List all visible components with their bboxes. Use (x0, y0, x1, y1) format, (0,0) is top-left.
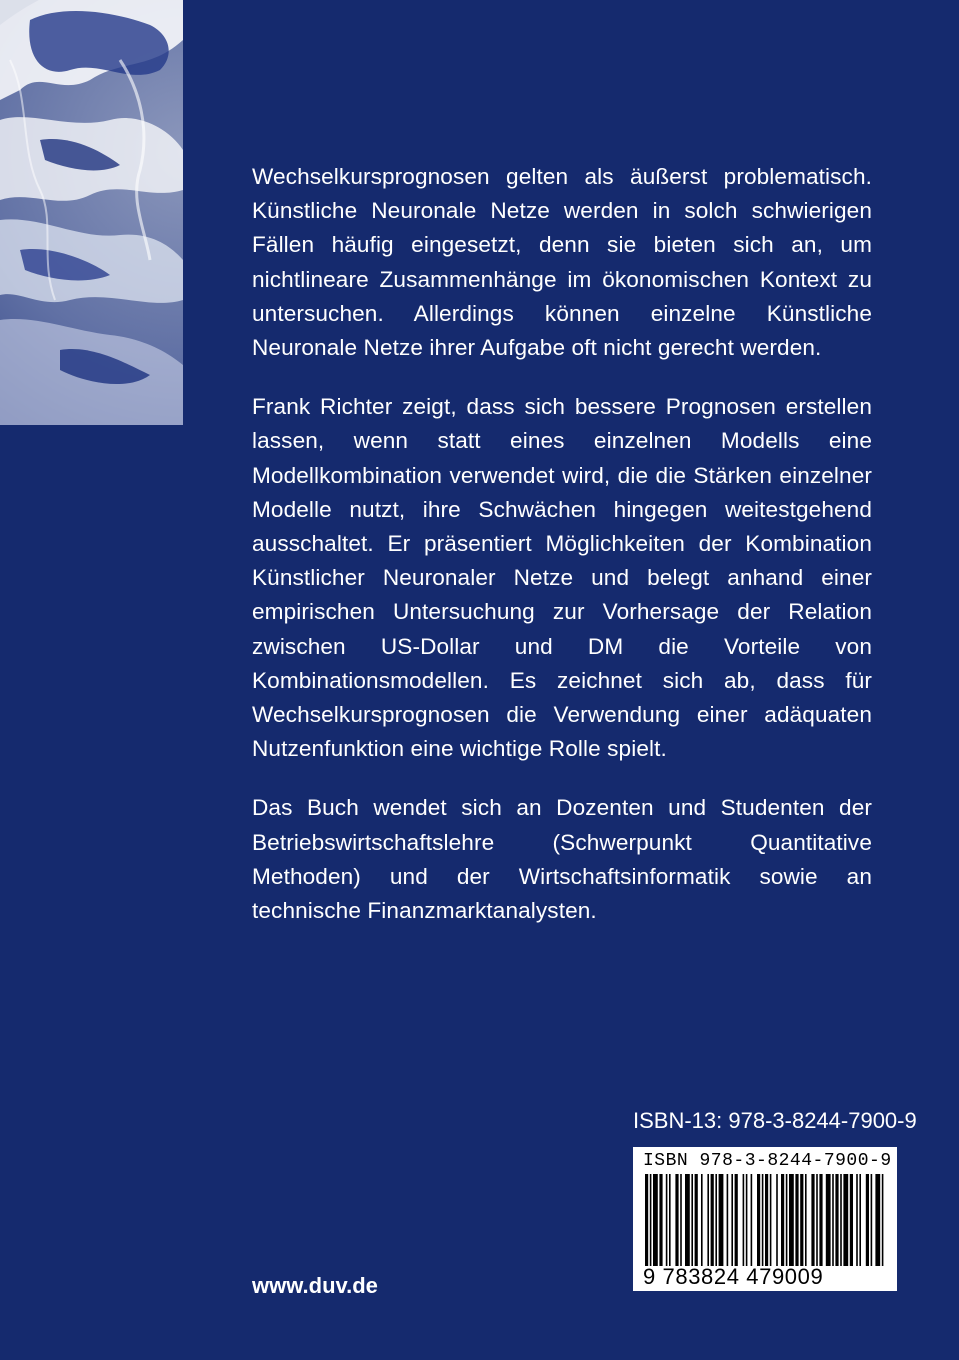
barcode (633, 1147, 897, 1291)
description-paragraph-2: Frank Richter zeigt, dass sich bessere Prognosen erstellen lassen, wenn statt eines einzelnen Modells eine Modellkombination verwendet wird, die die Stärken einzelner Modelle nutzt, ihre Schwächen hingegen weitestgehend ausschaltet. Er präsentiert Möglichkeiten der Kombination Künstlicher Neuronaler Netze und belegt anhand einer empirischen Untersuchung zur Vorhersage der Relation zwischen US-Dollar und DM die Vorteile von Kombinationsmodellen. Es zeichnet sich ab, dass für Wechselkursprognosen die Verwendung einer adäquaten Nutzenfunktion eine wichtige Rolle spielt. (252, 394, 872, 762)
barcode-ean-text: 9 783824 479009 (643, 1264, 824, 1289)
description-paragraph-3: Das Buch wendet sich an Dozenten und Studenten der Betriebswirtschaftslehre (Schwerpunkt Quantitative Methoden) und der Wirtschaftsinformatik sowie an technische Finanzmarktanalysten. (252, 795, 872, 924)
barcode-bars-icon (645, 1174, 885, 1266)
description-text (252, 160, 872, 953)
globe-map-image (0, 0, 183, 425)
description-paragraph-1: Wechselkursprognosen gelten als äußerst problematisch. Künstliche Neuronale Netze werden in solch schwierigen Fällen häufig eingesetzt, denn sie bieten sich an, um nichtlineare Zusammenhänge im ökonomischen Kontext zu untersuchen. Allerdings können einzelne Künstliche Neuronale Netze ihrer Aufgabe oft nicht gerecht werden. (252, 164, 872, 361)
barcode-isbn-text: ISBN 978-3-8244-7900-9 (643, 1151, 892, 1171)
isbn-label: ISBN-13: 978-3-8244-7900-9 (633, 1108, 917, 1133)
website-url: www.duv.de (252, 1273, 378, 1298)
